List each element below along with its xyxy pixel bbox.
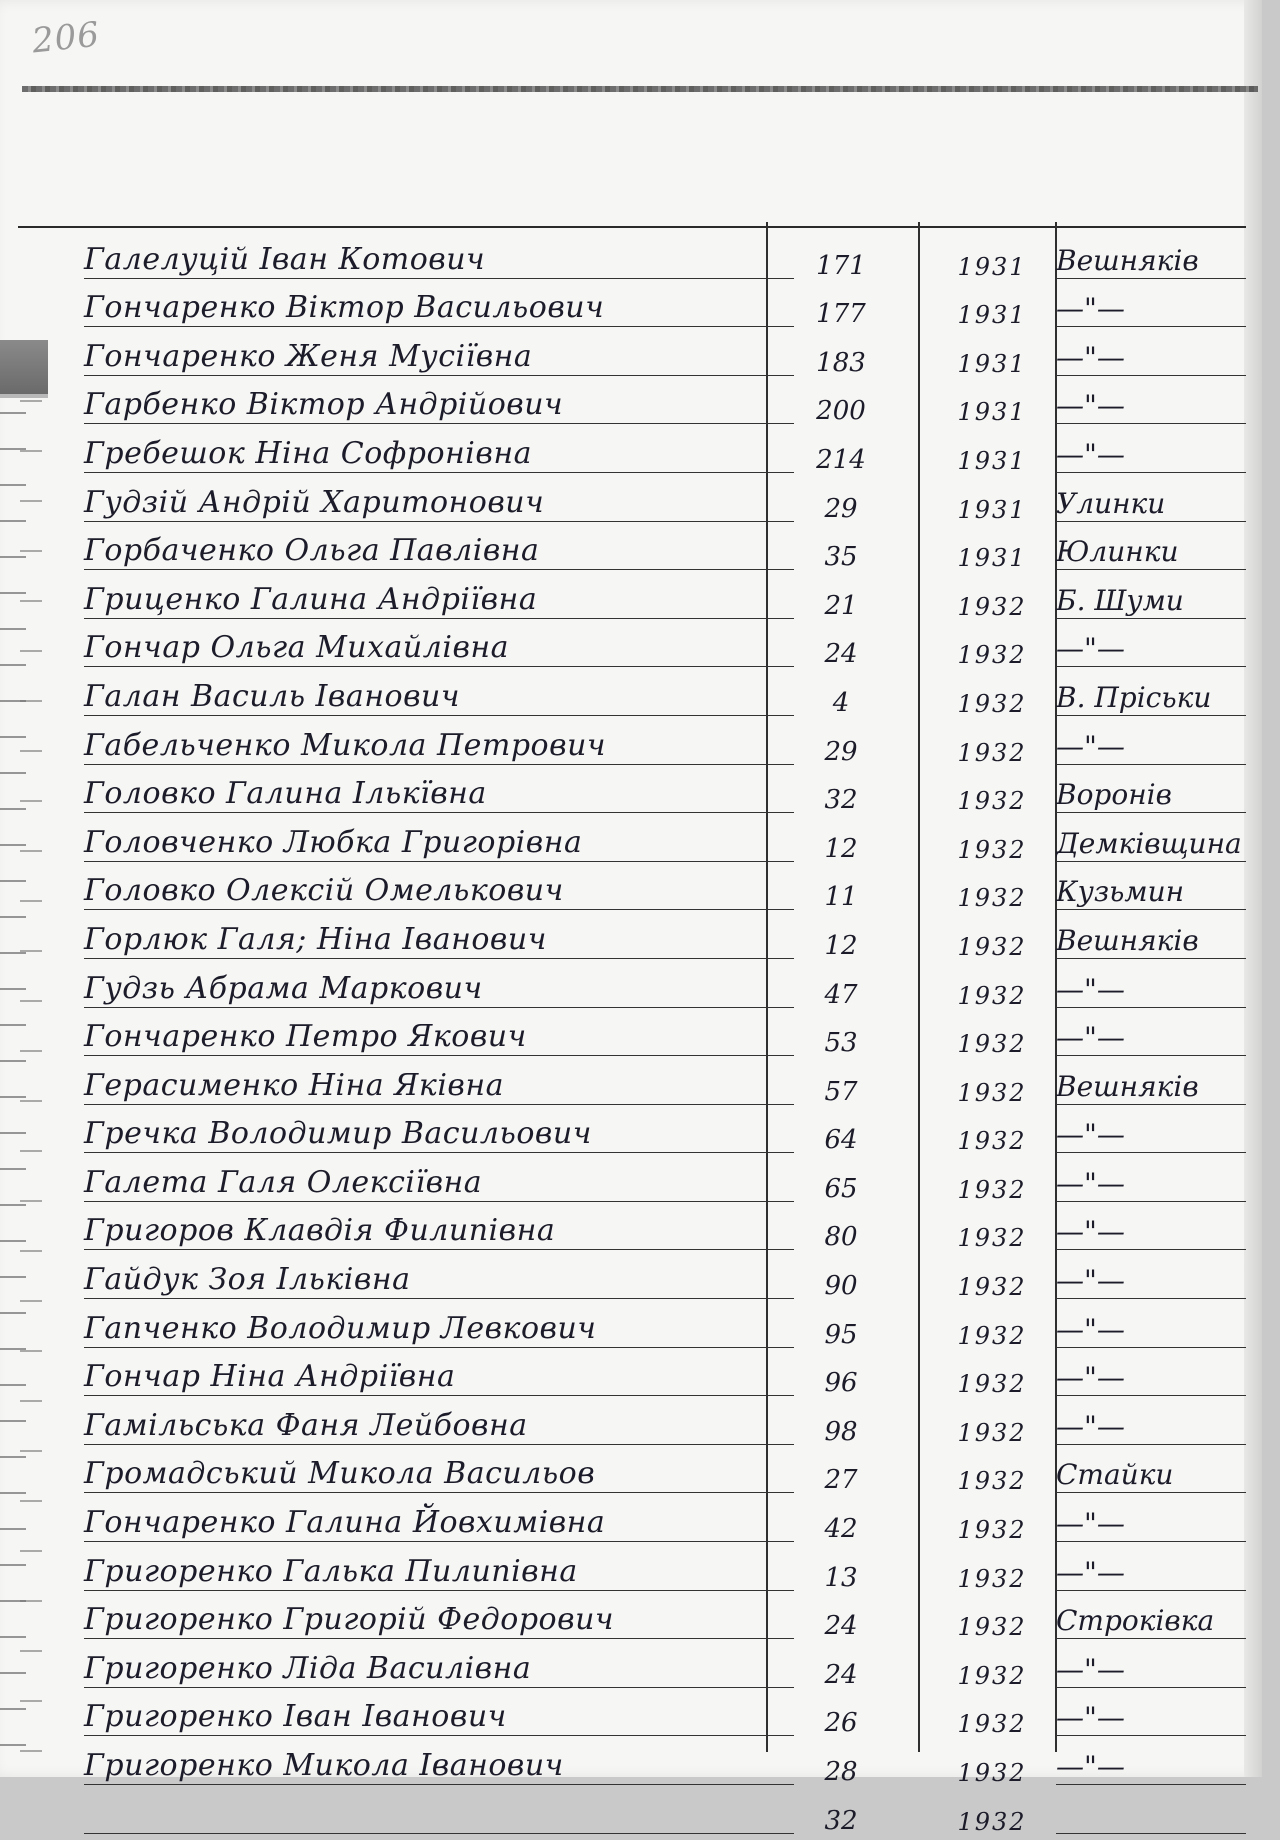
ledger-row (56, 1499, 1256, 1548)
margin-ticks-secondary (20, 320, 42, 1770)
entry-year: 1932 (957, 835, 1027, 864)
entry-name: Гончаренко Віктор Васильович (84, 293, 794, 327)
entry-number: 64 (824, 1125, 858, 1156)
entry-name: Головченко Любка Григорівна (84, 828, 794, 862)
entry-year: 1932 (957, 981, 1027, 1010)
entry-year: 1932 (957, 1127, 1027, 1156)
entry-number: 35 (824, 542, 858, 573)
entry-number: 24 (824, 1659, 858, 1690)
ledger-row (56, 1111, 1256, 1160)
entry-name: Гончар Ніна Андріївна (84, 1362, 794, 1396)
entry-year: 1931 (957, 495, 1027, 524)
entry-place: —"— (1056, 1218, 1246, 1250)
entry-number: 214 (816, 444, 866, 475)
entry-name: Гречка Володимир Васильович (84, 1119, 794, 1153)
entry-number: 24 (824, 1611, 858, 1642)
ledger-row (56, 916, 1256, 965)
entry-name: Григоренко Галька Пилипівна (84, 1557, 794, 1591)
entry-place: —"— (1056, 1510, 1246, 1542)
entry-year: 1932 (957, 1078, 1027, 1107)
entry-place: —"— (1056, 1267, 1246, 1299)
entry-place: —"— (1056, 295, 1246, 327)
entry-place: Вешняків (1056, 927, 1246, 959)
entry-name: Герасименко Ніна Яківна (84, 1071, 794, 1105)
ledger-row (56, 868, 1256, 917)
entry-place: Стайки (1056, 1461, 1246, 1493)
ledger-row (56, 965, 1256, 1014)
ledger-rows (56, 236, 1256, 1840)
ledger-row (56, 819, 1256, 868)
entry-year: 1932 (957, 1370, 1027, 1399)
entry-place: Вешняків (1056, 247, 1246, 279)
entry-name: Галелуцій Іван Котович (84, 245, 794, 279)
entry-place: —"— (1056, 1316, 1246, 1348)
entry-year: 1932 (957, 689, 1027, 718)
entry-place: Строківка (1056, 1607, 1246, 1639)
ledger-row (56, 1159, 1256, 1208)
entry-year: 1932 (957, 1807, 1027, 1836)
entry-year: 1931 (957, 301, 1027, 330)
ledger-row (56, 1597, 1256, 1646)
entry-place: —"— (1056, 344, 1246, 376)
ledger-row (56, 1208, 1256, 1257)
ledger-row (56, 1548, 1256, 1597)
entry-name: Григоренко Іван Іванович (84, 1702, 794, 1736)
entry-number: 24 (824, 639, 858, 670)
entry-place (1056, 1830, 1246, 1834)
entry-place: Демківщина (1056, 830, 1246, 862)
entry-place: —"— (1056, 1364, 1246, 1396)
entry-name: Головко Галина Ількївна (84, 779, 794, 813)
entry-number: 32 (824, 785, 858, 816)
entry-number: 90 (824, 1271, 858, 1302)
entry-number: 80 (824, 1222, 858, 1253)
entry-year: 1931 (957, 252, 1027, 281)
entry-year: 1932 (957, 1759, 1027, 1787)
entry-name: Григоров Клавдія Филипівна (84, 1216, 794, 1250)
ledger-row (56, 333, 1256, 382)
entry-name (84, 1830, 794, 1834)
ledger-row (56, 1014, 1256, 1063)
page-number: 206 (30, 14, 102, 62)
entry-year: 1932 (957, 884, 1027, 913)
entry-number: 11 (824, 882, 858, 913)
ledger-row (56, 1354, 1256, 1403)
entry-place: —"— (1056, 1413, 1246, 1445)
ledger-row (56, 528, 1256, 577)
entry-place: Кузьмин (1056, 878, 1246, 910)
entry-number: 65 (824, 1173, 858, 1204)
entry-name: Гриценко Галина Андріївна (84, 585, 794, 619)
page-tab-marker (0, 340, 48, 398)
entry-place: —"— (1056, 1024, 1246, 1056)
entry-place: —"— (1056, 1656, 1246, 1688)
entry-place: —"— (1056, 1170, 1246, 1202)
entry-number: 12 (824, 833, 858, 864)
entry-number: 96 (824, 1368, 858, 1399)
entry-year: 1932 (957, 1613, 1027, 1642)
ledger-row (56, 1791, 1256, 1840)
entry-place: —"— (1056, 976, 1246, 1008)
entry-year: 1932 (957, 1418, 1027, 1447)
entry-number: 47 (824, 979, 858, 1010)
entry-name: Габельченко Микола Петрович (84, 731, 794, 765)
entry-year: 1932 (957, 738, 1027, 767)
entry-name: Гончаренко Галина Йовхимівна (84, 1508, 794, 1542)
entry-place: —"— (1056, 733, 1246, 765)
entry-year: 1931 (957, 349, 1027, 378)
ledger-row (56, 382, 1256, 431)
entry-name: Головко Олексій Омелькович (84, 876, 794, 910)
entry-name: Григоренко Микола Іванович (84, 1751, 794, 1785)
table-top-line (18, 226, 1246, 228)
ledger-row (56, 722, 1256, 771)
entry-place: Улинки (1056, 490, 1246, 522)
entry-year: 1932 (957, 1224, 1027, 1253)
entry-place: —"— (1056, 1121, 1246, 1153)
entry-name: Гапченко Володимир Левкович (84, 1314, 794, 1348)
entry-number: 183 (816, 347, 866, 378)
ledger-row (56, 673, 1256, 722)
entry-year: 1931 (957, 398, 1027, 427)
top-rule (22, 86, 1258, 92)
entry-number: 177 (816, 299, 866, 330)
entry-number: 171 (816, 250, 866, 281)
entry-name: Горлюк Галя; Ніна Іванович (84, 925, 794, 959)
entry-year: 1932 (957, 1030, 1027, 1059)
entry-number: 13 (824, 1562, 858, 1593)
ledger-row (56, 771, 1256, 820)
entry-number: 12 (824, 930, 858, 961)
entry-place: Юлинки (1056, 538, 1246, 570)
entry-year: 1931 (957, 446, 1027, 475)
entry-place: Вешняків (1056, 1073, 1246, 1105)
entry-name: Гончаренко Женя Мусіївна (84, 342, 794, 376)
entry-name: Гончар Ольга Михайлівна (84, 633, 794, 667)
entry-name: Гудзь Абрама Маркович (84, 974, 794, 1008)
entry-year: 1932 (957, 1710, 1027, 1739)
ledger-row (56, 1062, 1256, 1111)
entry-year: 1932 (957, 1321, 1027, 1350)
entry-number: 29 (824, 493, 858, 524)
entry-name: Гончаренко Петро Якович (84, 1022, 794, 1056)
entry-place: —"— (1056, 441, 1246, 473)
entry-year: 1932 (957, 932, 1027, 961)
entry-year: 1932 (957, 1564, 1027, 1593)
entry-name: Гарбенко Віктор Андрійович (84, 390, 794, 424)
entry-number: 95 (824, 1319, 858, 1350)
entry-number: 4 (832, 687, 850, 718)
entry-place: Воронів (1056, 781, 1246, 813)
entry-place: —"— (1056, 1753, 1246, 1785)
ledger-row (56, 1402, 1256, 1451)
ledger-row (56, 430, 1256, 479)
ledger-row (56, 1305, 1256, 1354)
entry-number: 26 (824, 1708, 858, 1739)
entry-name: Гамільська Фаня Лейбовна (84, 1411, 794, 1445)
entry-year: 1932 (957, 1661, 1027, 1690)
entry-number: 21 (824, 590, 858, 621)
entry-number: 53 (824, 1028, 858, 1059)
ledger-row (56, 1694, 1256, 1743)
entry-number: 42 (824, 1514, 858, 1545)
entry-year: 1932 (957, 1516, 1027, 1545)
entry-name: Гребешок Ніна Софронівна (84, 439, 794, 473)
entry-year: 1932 (957, 1467, 1027, 1496)
entry-name: Григоренко Григорій Федорович (84, 1605, 794, 1639)
entry-name: Галан Василь Іванович (84, 682, 794, 716)
entry-year: 1932 (957, 787, 1027, 816)
entry-name: Гудзій Андрій Харитонович (84, 488, 794, 522)
entry-place: Б. Шуми (1056, 587, 1246, 619)
entry-year: 1932 (957, 1175, 1027, 1204)
entry-name: Горбаченко Ольга Павлівна (84, 536, 794, 570)
entry-year: 1932 (957, 592, 1027, 621)
entry-name: Гайдук Зоя Ільківна (84, 1265, 794, 1299)
entry-name: Громадський Микола Васильов (84, 1459, 794, 1493)
entry-year: 1932 (957, 1273, 1027, 1302)
entry-number: 32 (824, 1805, 858, 1836)
entry-year: 1932 (957, 641, 1027, 670)
ledger-row (56, 625, 1256, 674)
ledger-row (56, 1742, 1256, 1791)
entry-place: В. Пріськи (1056, 684, 1246, 716)
entry-number: 200 (816, 396, 866, 427)
entry-number: 57 (824, 1076, 858, 1107)
ledger-row (56, 1256, 1256, 1305)
ledger-row (56, 285, 1256, 334)
entry-place: —"— (1056, 1559, 1246, 1591)
entry-number: 98 (824, 1416, 858, 1447)
ledger-row (56, 576, 1256, 625)
entry-number: 29 (824, 736, 858, 767)
entry-number: 27 (824, 1465, 858, 1496)
ledger-row (56, 236, 1256, 285)
ledger-row (56, 479, 1256, 528)
entry-place: —"— (1056, 392, 1246, 424)
entry-name: Галета Галя Олексіївна (84, 1168, 794, 1202)
entry-number: 28 (824, 1757, 858, 1787)
entry-name: Григоренко Ліда Василівна (84, 1654, 794, 1688)
entry-year: 1931 (957, 544, 1027, 573)
ledger-row (56, 1451, 1256, 1500)
entry-place: —"— (1056, 1704, 1246, 1736)
ledger-row (56, 1645, 1256, 1694)
entry-place: —"— (1056, 635, 1246, 667)
